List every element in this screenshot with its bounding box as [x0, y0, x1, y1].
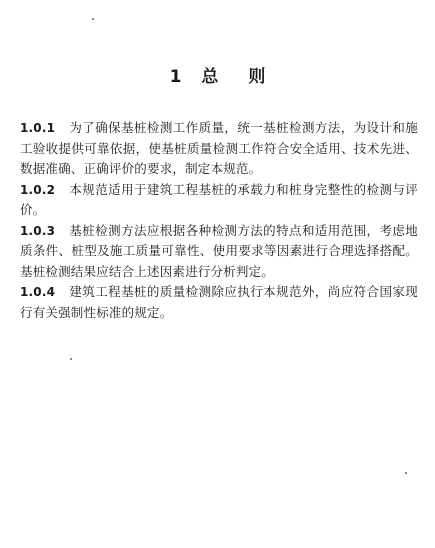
clause-text: 建筑工程基桩的质量检测除应执行本规范外，尚应符合国家现行有关强制性标准的规定。	[20, 284, 418, 320]
clause-text: 基桩检测方法应根据各种检测方法的特点和适用范围，考虑地质条件、桩型及施工质量可靠性、使用要求等因素进行合理选择搭配。基桩检测结果应结合上述因素进行分析判定。	[20, 222, 418, 279]
clause-number: 1.0.1	[20, 121, 56, 135]
chapter-title-char-1: 总	[201, 67, 219, 87]
clause-number: 1.0.4	[20, 285, 56, 299]
scan-speck	[405, 472, 407, 474]
clause-number: 1.0.2	[20, 182, 56, 197]
scan-speck	[92, 18, 94, 20]
clause-1-0-2	[20, 180, 418, 221]
clause-1-0-3	[20, 221, 418, 283]
clauses-body	[20, 118, 418, 323]
chapter-number: 1	[169, 67, 182, 87]
chapter-title-char-2: 则	[248, 67, 266, 87]
clause-1-0-1	[20, 118, 418, 180]
clause-text: 为了确保基桩检测工作质量，统一基桩检测方法，为设计和施工验收提供可靠依据，使基桩质量检测工作符合安全适用、技术先进、数据准确、正确评价的要求，制定本规范。	[20, 120, 418, 176]
clause-number: 1.0.3	[20, 223, 56, 238]
chapter-title	[0, 62, 435, 87]
clause-1-0-4	[20, 282, 418, 323]
clause-text: 本规范适用于建筑工程基桩的承载力和桩身完整性的检测与评价。	[20, 181, 418, 217]
scan-speck	[70, 358, 72, 360]
